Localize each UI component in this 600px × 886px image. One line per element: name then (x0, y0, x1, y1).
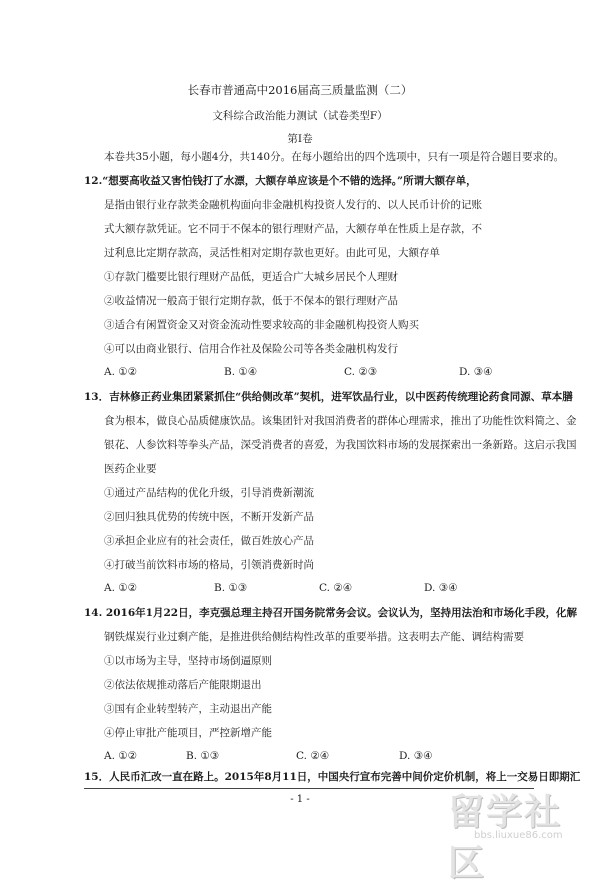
q13-statement: ②回归独具优势的传统中医，不断开发新产品 (104, 511, 314, 523)
q12-line: 12.“想要高收益又害怕钱打了水漂，大额存单应该是个不错的选择。”所谓大额存单， (84, 175, 477, 187)
watermark-brand: 留学社区 (448, 792, 563, 884)
option-c: C. ②④ (296, 750, 330, 762)
q13-line: 13．吉林修正药业集团紧紧抓住“供给侧改革”契机，进军饮品行业，以中医药传统理论药食同源、草本膳 (84, 391, 573, 403)
q13-line: 食为根本，做良心品质健康饮品。该集团针对我国消费者的群体心理需求，推出了功能性饮料简之、金 (104, 415, 577, 427)
q14-statement: ④停止审批产能项目，严控新增产能 (104, 727, 272, 739)
q12-line: 式大额存款凭证。它不同于不保本的银行理财产品，大额存单在性质上是存款，不 (104, 223, 482, 235)
q12-statement: ②收益情况一般高于银行定期存款，低于不保本的银行理财产品 (104, 295, 398, 307)
exam-subtitle: 文科综合政治能力测试（试卷类型F） (212, 110, 388, 122)
q12-statement: ①存款门槛要比银行理财产品低，更适合广大城乡居民个人理财 (104, 271, 398, 283)
q12-statement: ④可以由商业银行、信用合作社及保险公司等各类金融机构发行 (104, 343, 398, 355)
option-d: D. ③④ (424, 582, 458, 594)
option-a: A. ①② (104, 750, 138, 762)
option-a: A. ①② (104, 366, 138, 378)
q13-statement: ①通过产品结构的优化升级，引导消费新潮流 (104, 487, 314, 499)
instructions: 本卷共35小题，每小题4分，共140分。在每小题给出的四个选项中，只有一项是符合题目要求的。 (104, 151, 565, 163)
option-c: C. ②④ (319, 582, 353, 594)
option-b: B. ①③ (186, 750, 220, 762)
q14-statement: ②依法依规推动落后产能限期退出 (104, 679, 262, 691)
q12-statement: ③适合有闲置资金又对资金流动性要求较高的非金融机构投资人购买 (104, 319, 419, 331)
watermark-logo (448, 784, 598, 884)
q13-line: 银花、人参饮料等拳头产品，深受消费者的喜爱，为我国饮料市场的发展探索出一条新路。这启示我国 (104, 439, 577, 451)
exam-title: 长春市普通高中2016届高三质量监测（二） (187, 83, 413, 97)
option-b: B. ①④ (224, 366, 258, 378)
q12-line: 过利息比定期存款高，灵活性相对定期存款也更好。由此可见，大额存单 (104, 247, 440, 259)
q15-line: 15．人民币汇改一直在路上。2015年8月11日，中国央行宣布完善中间价定价机制，将上一交易日即期汇 (84, 771, 581, 783)
q12-line: 是指由银行业存款类金融机构面向非金融机构投资人发行的、以人民币计价的记账 (104, 199, 482, 211)
q13-statement: ④打破当前饮料市场的格局，引领消费新时尚 (104, 559, 314, 571)
option-b: B. ①③ (214, 582, 248, 594)
q14-statement: ①以市场为主导，坚持市场倒逼原则 (104, 655, 272, 667)
q13-statement: ③承担企业应有的社会责任，做百姓放心产品 (104, 535, 314, 547)
option-c: C. ②③ (344, 366, 378, 378)
q13-line: 医药企业要 (104, 463, 157, 475)
option-d: D. ③④ (399, 750, 433, 762)
option-a: A. ①② (104, 582, 138, 594)
watermark-url: bbs.liuxue86.com (474, 830, 563, 841)
section-heading: 第Ⅰ卷 (287, 133, 313, 145)
q14-line: 钢铁煤炭行业过剩产能，是推进供给侧结构性改革的重要举措。这表明去产能、调结构需要 (104, 631, 524, 643)
q14-line: 14. 2016年1月22日，李克强总理主持召开国务院常务会议。会议认为，坚持用法治和市场化手段，化解 (84, 607, 578, 619)
q14-statement: ③国有企业转型转产，主动退出产能 (104, 703, 272, 715)
page-number: - 1 - (290, 794, 310, 805)
option-d: D. ③④ (459, 366, 493, 378)
